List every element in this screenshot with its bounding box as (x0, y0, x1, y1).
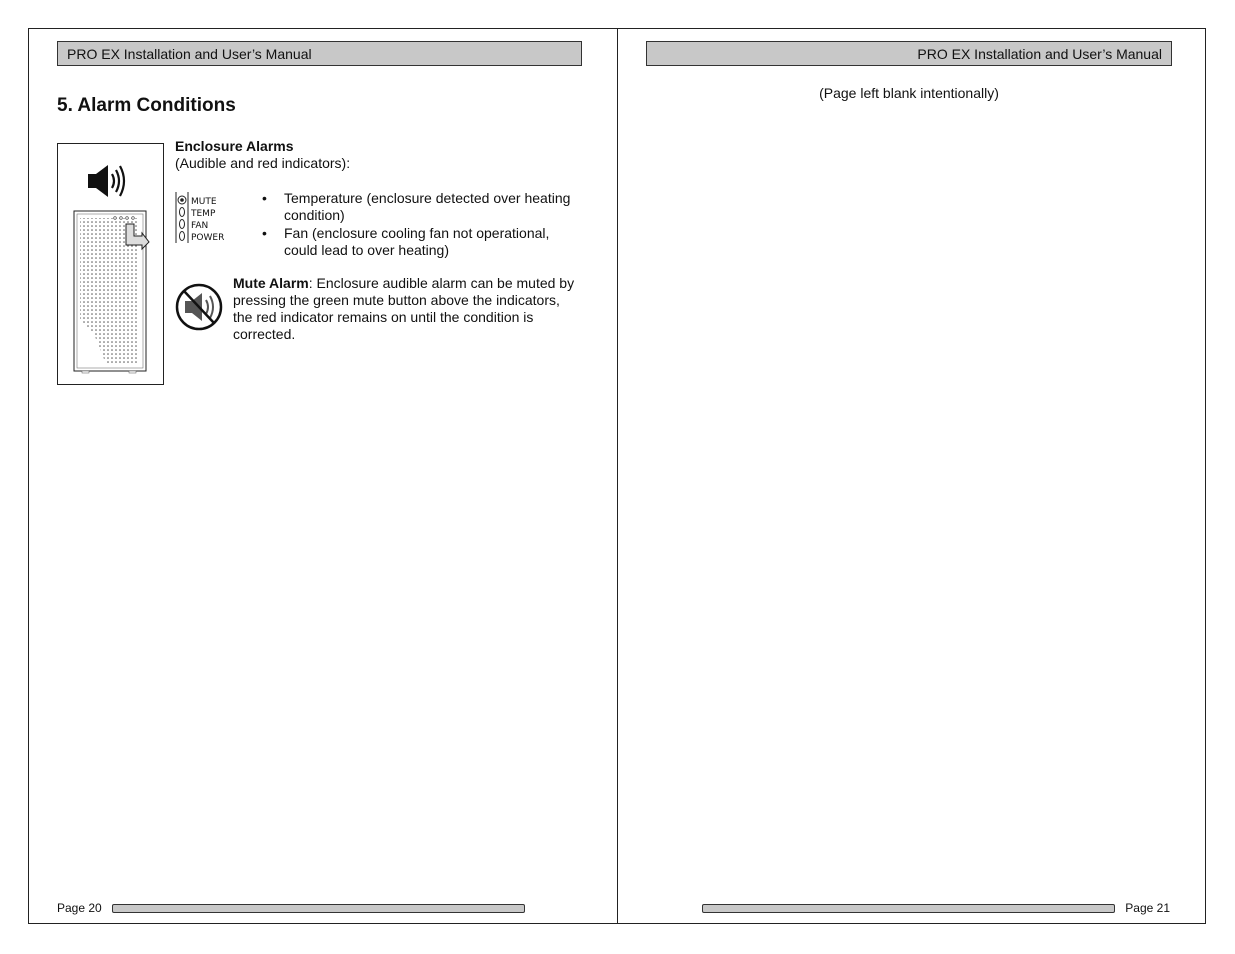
indicator-panel (175, 192, 233, 244)
left-footer-bar (112, 904, 525, 913)
temp-led-icon (180, 208, 185, 217)
power-led-icon (180, 232, 185, 241)
indicator-label-power: POWER (191, 233, 225, 243)
indicator-label-fan: FAN (191, 221, 209, 231)
right-page-header: PRO EX Installation and User’s Manual (646, 41, 1172, 66)
bullet-text-fan: Fan (enclosure cooling fan not operational, could lead to over heating) (284, 225, 550, 258)
indicator-label-mute: MUTE (191, 197, 217, 207)
enclosure-alarms-heading: Enclosure Alarms (175, 138, 294, 154)
mute-speaker-icon (175, 282, 223, 332)
blank-page-note: (Page left blank intentionally) (819, 85, 999, 101)
page-divider (617, 28, 618, 924)
section-title: 5. Alarm Conditions (57, 95, 236, 116)
right-page-number: Page 21 (1125, 901, 1170, 915)
enclosure-illustration-box (57, 143, 164, 385)
right-footer-bar (702, 904, 1115, 913)
list-item: • Fan (enclosure cooling fan not operational, could lead to over heating) (262, 225, 550, 258)
speaker-icon (88, 165, 124, 197)
fan-led-icon (180, 220, 185, 229)
enclosure-illustration (58, 144, 165, 386)
bullet-text-temperature: Temperature (enclosure detected over heating condition) (284, 190, 571, 223)
enclosure-alarms-subheading: (Audible and red indicators): (175, 155, 351, 171)
mute-button-icon (178, 196, 186, 204)
mute-alarm-paragraph (233, 275, 578, 343)
enclosure-tower (74, 211, 149, 373)
mute-alarm-label: Mute Alarm (233, 275, 309, 291)
list-item: • Temperature (enclosure detected over heating condition) (262, 190, 571, 223)
mute-alarm-text: : Enclosure audible alarm can be muted by pressing the green mute button above the indicators, the red indicator remains on until the condition is corrected. (233, 275, 575, 342)
left-page-header: PRO EX Installation and User’s Manual (57, 41, 582, 66)
left-page-number: Page 20 (57, 901, 102, 915)
alarm-bullet-list (262, 190, 582, 260)
indicator-label-temp: TEMP (191, 209, 216, 219)
